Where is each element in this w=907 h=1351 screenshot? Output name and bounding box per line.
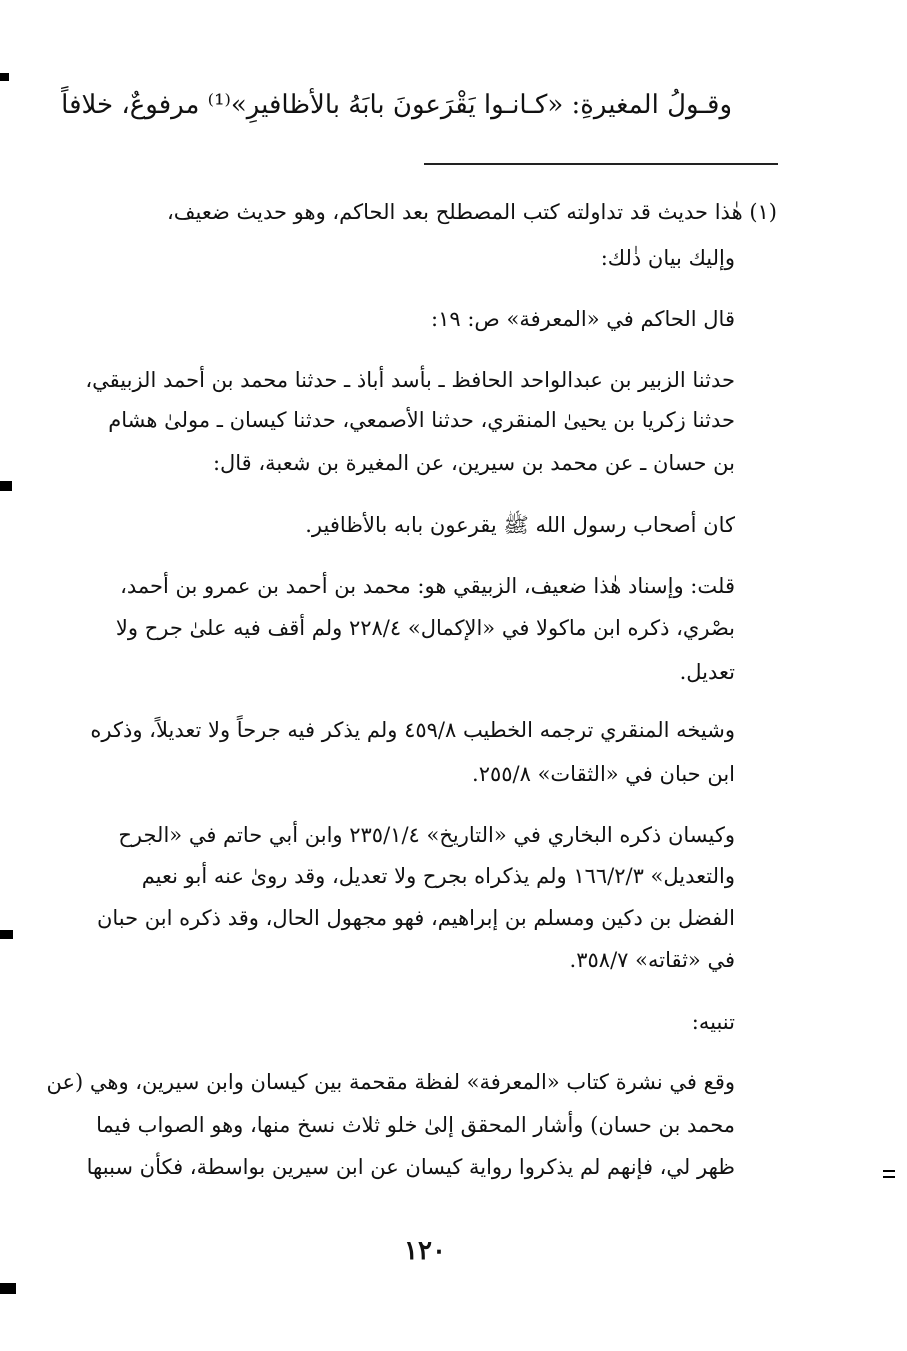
binding-mark (0, 930, 13, 939)
binding-mark (0, 481, 12, 491)
page-number: ١٢٠ (404, 1236, 446, 1266)
footnote-line: محمد بن حسان) وأشار المحقق إلىٰ خلو ثلاث نسخ منها، وهو الصواب فيما (96, 1113, 735, 1137)
footnote-line: وإليك بيان ذٰلك: (600, 246, 735, 270)
footnote-line: كان أصحاب رسول الله ﷺ يقرعون بابه بالأظافير. (305, 513, 735, 537)
binding-mark (0, 1283, 16, 1294)
margin-mark (883, 1176, 895, 1178)
footnote-line: قلت: وإسناد هٰذا ضعيف، الزبيقي هو: محمد بن أحمد بن عمرو بن أحمد، (120, 574, 735, 598)
footnote-line: ظهر لي، فإنهم لم يذكروا رواية كيسان عن ابن سيرين بواسطة، فكأن سببها (86, 1155, 735, 1179)
footnote-line: بن حسان ـ عن محمد بن سيرين، عن المغيرة بن شعبة، قال: (212, 451, 735, 475)
footnote-line: وقع في نشرة كتاب «المعرفة» لفظة مقحمة بين كيسان وابن سيرين، وهي (عن (46, 1070, 735, 1094)
footnote-line: ابن حبان في «الثقات» ٢٥٥/٨. (472, 762, 735, 786)
footnote-line: تنبيه: (691, 1010, 735, 1034)
footnote-line: في «ثقاته» ٣٥٨/٧. (569, 948, 735, 972)
main-text-line: وقـولُ المغيرةِ: «كـانـوا يَقْرَعونَ بابَهُ بالأظافيرِ»⁽¹⁾ مرفوعٌ، خلافاً (61, 90, 732, 120)
footnote-line: والتعديل» ١٦٦/٢/٣ ولم يذكراه بجرح ولا تعديل، وقد روىٰ عنه أبو نعيم (141, 864, 735, 888)
footnote-line: وكيسان ذكره البخاري في «التاريخ» ٢٣٥/١/٤ وابن أبي حاتم في «الجرح (118, 823, 735, 847)
footnote-line: بصْري، ذكره ابن ماكولا في «الإكمال» ٢٢٨/٤ ولم أقف فيه علىٰ جرح ولا (115, 616, 735, 640)
footnote-separator (424, 163, 778, 165)
footnote-line: حدثنا زكريا بن يحيىٰ المنقري، حدثنا الأصمعي، حدثنا كيسان ـ مولىٰ هشام (108, 408, 735, 432)
footnote-line: قال الحاكم في «المعرفة» ص: ١٩: (431, 307, 735, 331)
footnote-line: الفضل بن دكين ومسلم بن إبراهيم، فهو مجهول الحال، وقد ذكره ابن حبان (96, 906, 735, 930)
footnote-line: تعديل. (679, 660, 735, 684)
binding-mark (0, 73, 9, 81)
footnote-line: وشيخه المنقري ترجمه الخطيب ٤٥٩/٨ ولم يذكر فيه جرحاً ولا تعديلاً، وذكره (90, 718, 735, 742)
margin-mark (883, 1170, 895, 1172)
footnote-line: حدثنا الزبير بن عبدالواحد الحافظ ـ بأسد أباذ ـ حدثنا محمد بن أحمد الزبيقي، (85, 368, 735, 392)
footnote-line: (١) هٰذا حديث قد تداولته كتب المصطلح بعد الحاكم، وهو حديث ضعيف، (167, 200, 777, 224)
